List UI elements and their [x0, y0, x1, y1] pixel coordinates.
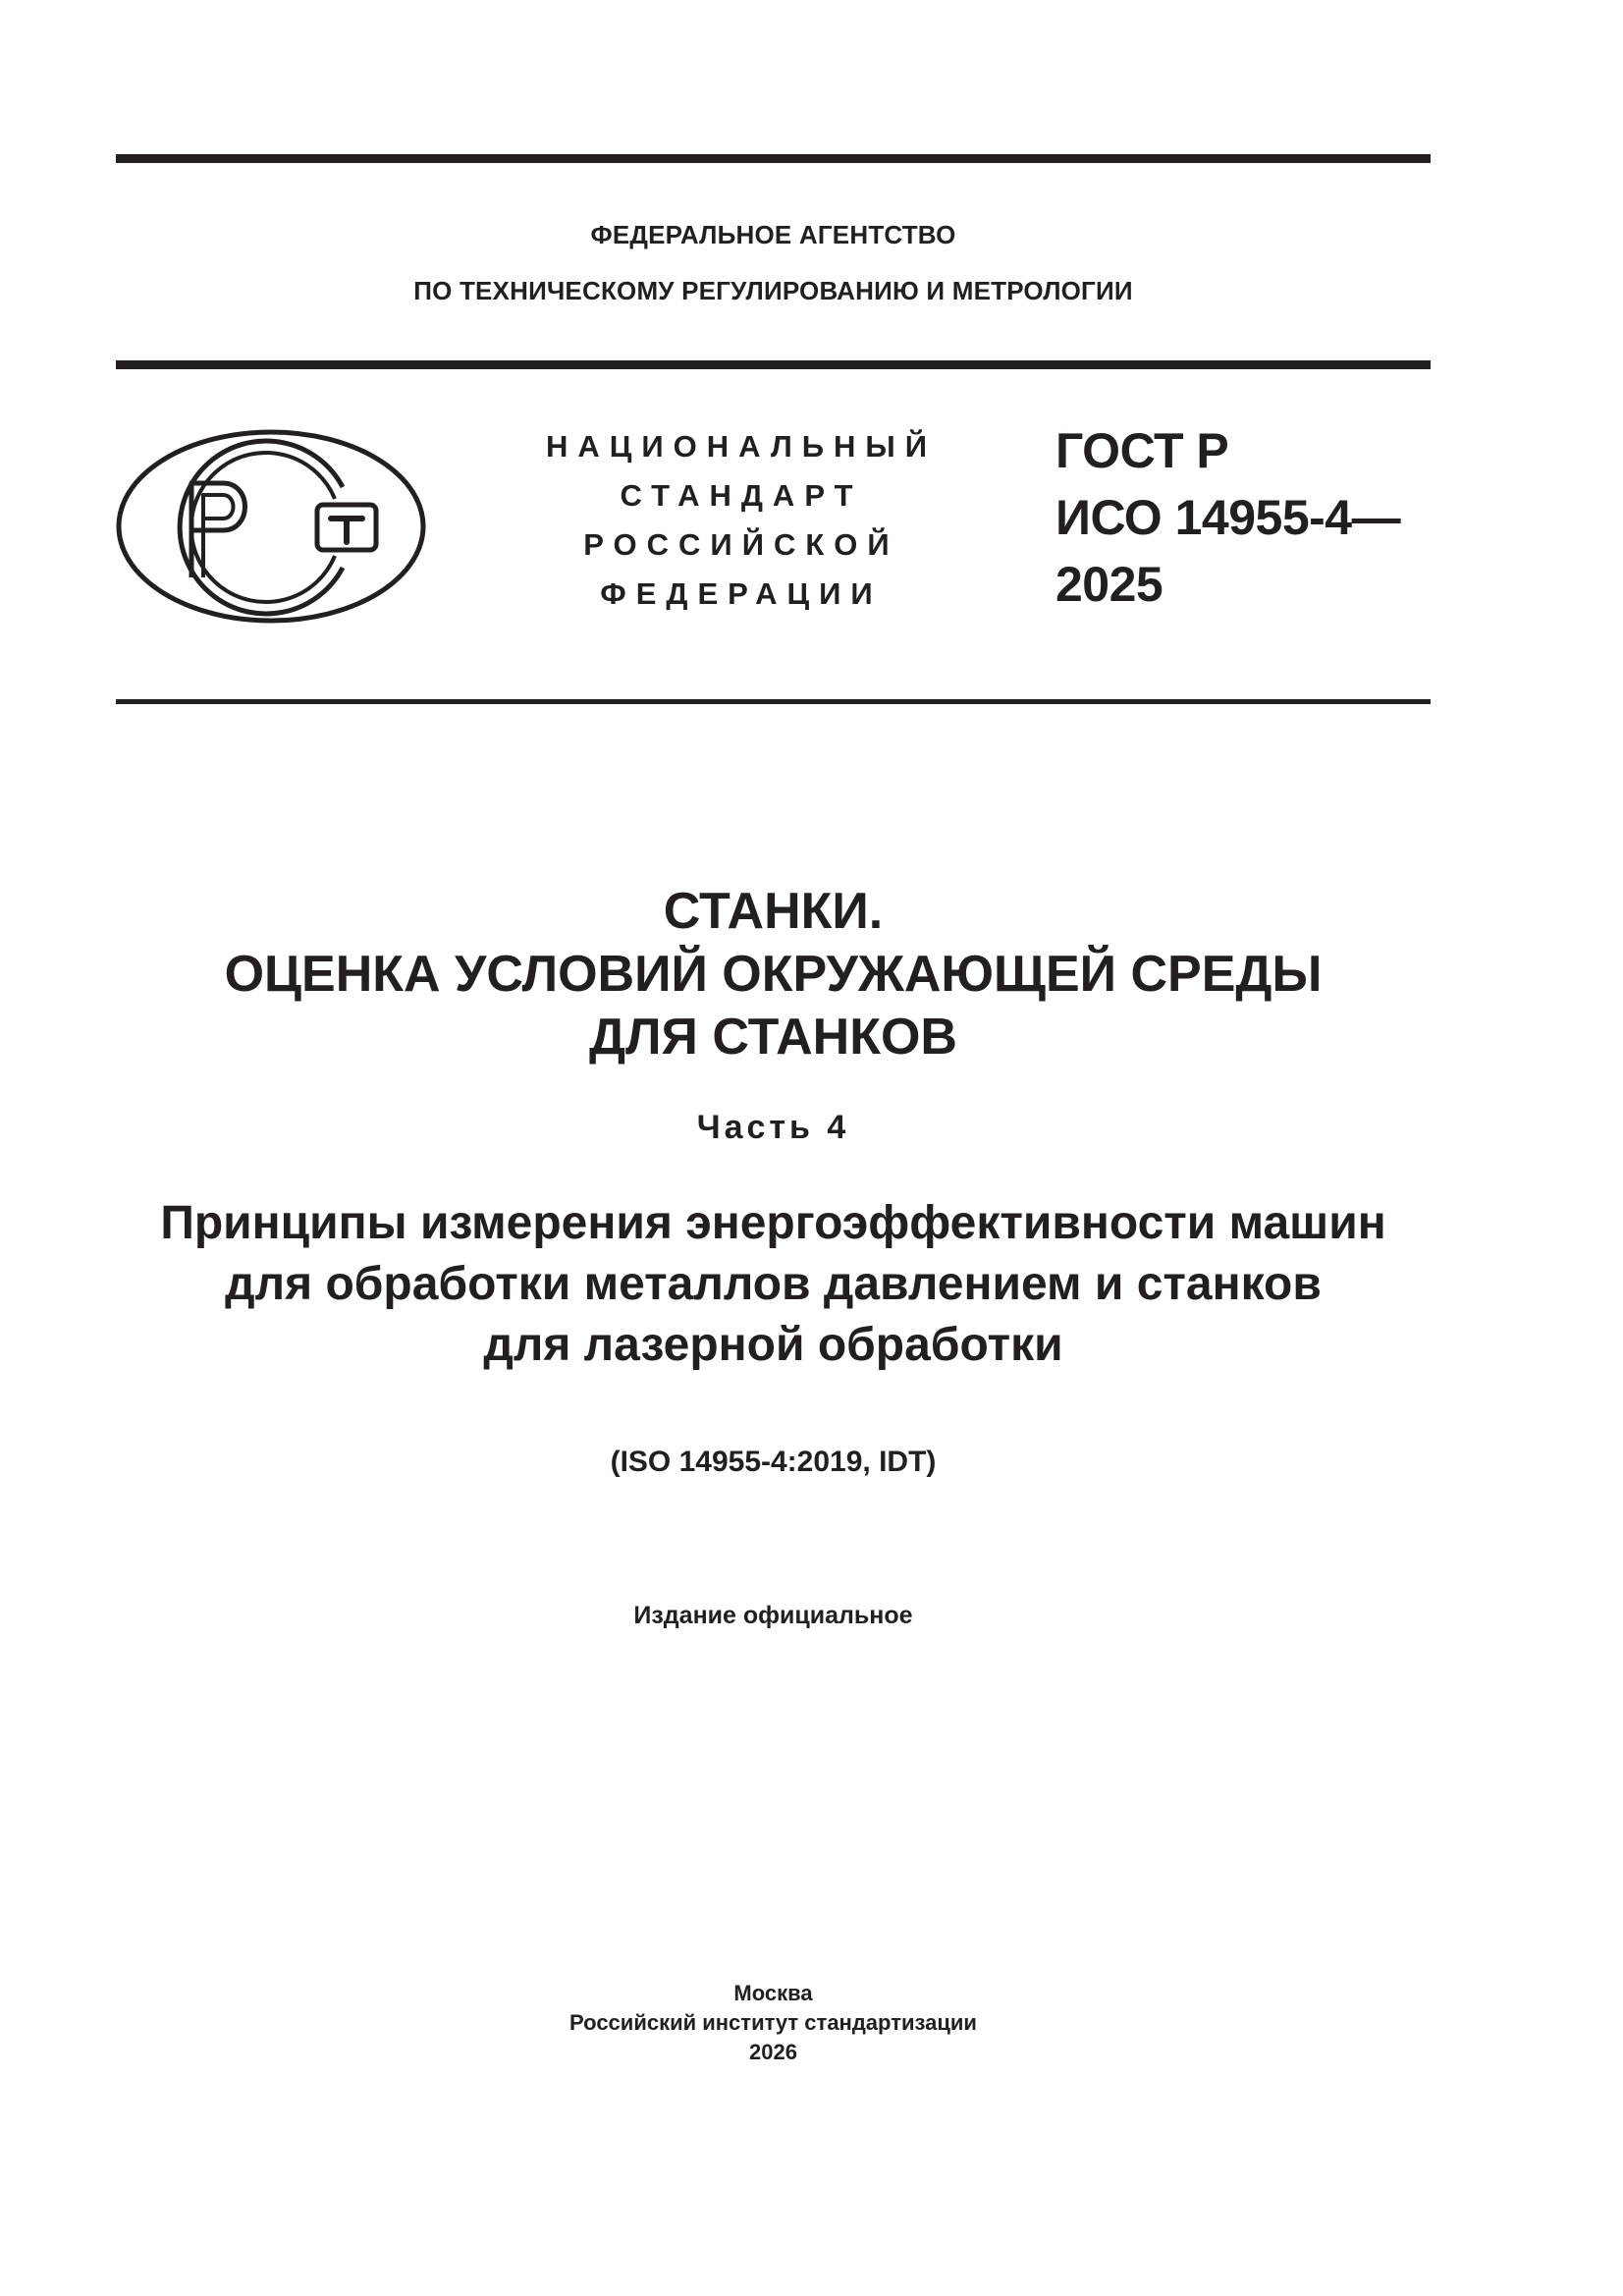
standard-designation [1055, 417, 1400, 618]
designation-line-2: ИСО 14955-4— [1055, 490, 1401, 545]
document-title [116, 880, 1431, 1068]
title-line-1: СТАНКИ. [663, 883, 884, 940]
imprint-city: Москва [733, 1981, 813, 2005]
subtitle-line-1: Принципы измерения энергоэффективности машин [160, 1197, 1386, 1249]
agency-name-line-2: ПО ТЕХНИЧЕСКОМУ РЕГУЛИРОВАНИЮ И МЕТРОЛОГИИ [413, 276, 1133, 305]
iso-reference: (ISO 14955-4:2019, IDT) [610, 1446, 937, 1478]
top-rule [116, 154, 1431, 163]
national-standard-line-1: НАЦИОНАЛЬНЫЙ [545, 429, 938, 464]
edition-label: Издание официальное [633, 1602, 913, 1629]
middle-rule [116, 360, 1431, 369]
title-line-2: ОЦЕНКА УСЛОВИЙ ОКРУЖАЮЩЕЙ СРЕДЫ [224, 946, 1323, 1003]
subtitle-line-3: для лазерной обработки [483, 1319, 1063, 1371]
subtitle-line-2: для обработки металлов давлением и станков [225, 1258, 1322, 1310]
part-number: Часть 4 [696, 1109, 850, 1146]
national-standard-label [525, 422, 957, 619]
imprint [116, 1979, 1431, 2067]
document-subtitle [98, 1193, 1448, 1376]
imprint-year: 2026 [749, 2040, 797, 2064]
bottom-rule [116, 699, 1431, 704]
national-standard-line-4: ФЕДЕРАЦИИ [600, 576, 883, 611]
national-standard-line-3: РОССИЙСКОЙ [583, 527, 899, 562]
designation-line-3: 2025 [1055, 557, 1163, 612]
rst-mark-icon [115, 428, 427, 625]
national-standard-line-2: СТАНДАРТ [620, 478, 863, 513]
title-line-3: ДЛЯ СТАНКОВ [589, 1009, 957, 1066]
imprint-publisher: Российский институт стандартизации [569, 2010, 977, 2035]
agency-name-line-1: ФЕДЕРАЛЬНОЕ АГЕНТСТВО [590, 220, 956, 249]
designation-line-1: ГОСТ Р [1055, 423, 1229, 478]
